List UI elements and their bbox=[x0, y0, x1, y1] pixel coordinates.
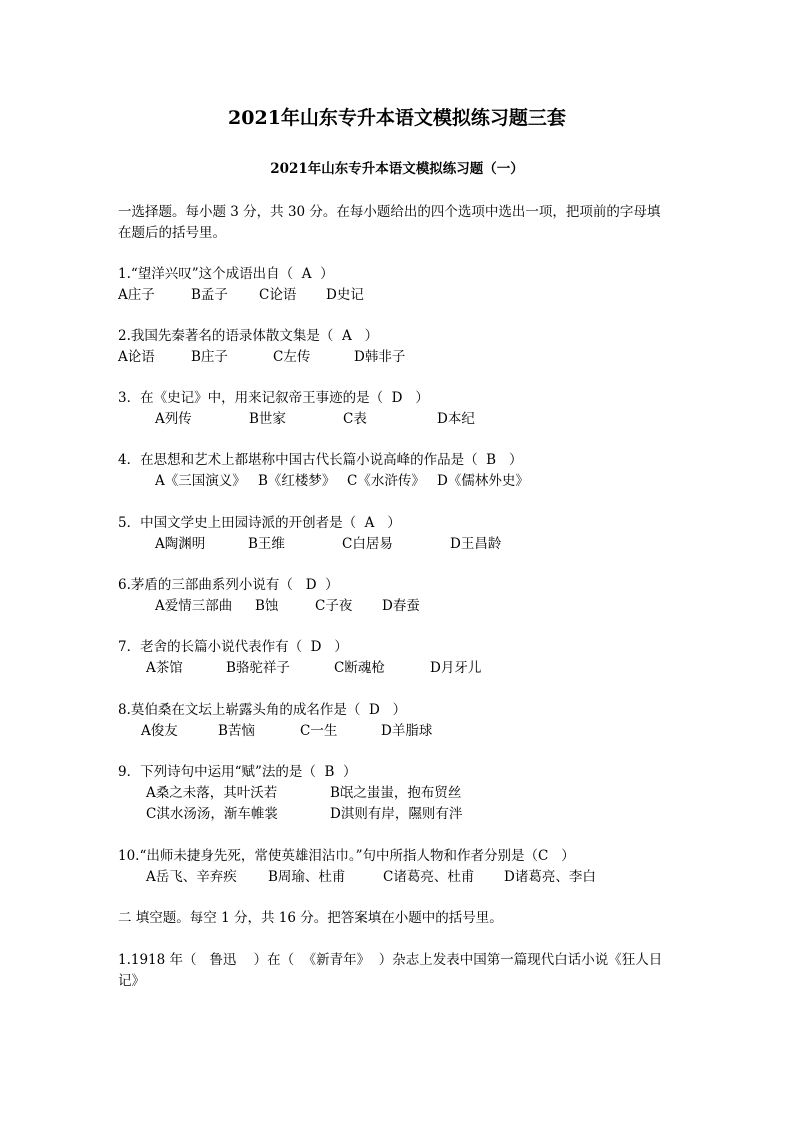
question-4: 4．在思想和艺术上都堪称中国古代长篇小说高峰的作品是（ B ） bbox=[118, 452, 523, 468]
option: C一生 bbox=[300, 723, 338, 739]
option: B孟子 bbox=[191, 287, 228, 303]
option: C表 bbox=[343, 411, 367, 427]
option: D王昌龄 bbox=[450, 536, 502, 552]
option: B王维 bbox=[248, 536, 285, 552]
option: A列传 bbox=[155, 411, 192, 427]
option: B氓之蚩蚩，抱布贸丝 bbox=[330, 785, 462, 801]
option: C淇水汤汤，渐车帷裳 bbox=[146, 806, 278, 822]
option: C左传 bbox=[273, 349, 311, 365]
question-5: 5．中国文学史上田园诗派的开创者是（ A ） bbox=[118, 515, 401, 531]
fill-question-1-line1: 1.1918 年（ 鲁迅 ）在（ 《新青年》 ）杂志上发表中国第一篇现代白话小说《狂人日 bbox=[118, 952, 663, 968]
option: D月牙儿 bbox=[430, 660, 482, 676]
option: C《水浒传》 bbox=[347, 473, 425, 489]
option: B骆驼祥子 bbox=[226, 660, 290, 676]
question-9: 9．下列诗句中运用“赋”法的是（ B ） bbox=[118, 764, 357, 780]
option: A俊友 bbox=[141, 723, 178, 739]
option: A茶馆 bbox=[146, 660, 183, 676]
section1-heading-line2: 在题后的括号里。 bbox=[118, 225, 226, 241]
option: B世家 bbox=[249, 411, 286, 427]
option: B苦恼 bbox=[218, 723, 255, 739]
option: A《三国演义》 bbox=[155, 473, 246, 489]
question-2: 2.我国先秦著名的语录体散文集是（ A ） bbox=[118, 328, 379, 344]
question-3: 3．在《史记》中，用来记叙帝王事迹的是（ D ） bbox=[118, 390, 429, 406]
question-6: 6.茅盾的三部曲系列小说有（ D ） bbox=[118, 577, 339, 593]
option: A爱情三部曲 bbox=[155, 598, 233, 614]
document-subtitle: 2021年山东专升本语文模拟练习题（一） bbox=[270, 161, 524, 177]
option: C诸葛亮、杜甫 bbox=[383, 869, 475, 885]
fill-question-1-line2: 记》 bbox=[118, 973, 145, 989]
question-8: 8.莫伯桑在文坛上崭露头角的成名作是（ D ） bbox=[118, 702, 407, 718]
option: A桑之未落，其叶沃若 bbox=[146, 785, 278, 801]
option: A岳飞、辛弃疾 bbox=[146, 869, 237, 885]
option: D《儒林外史》 bbox=[437, 473, 529, 489]
section1-heading-line1: 一选择题。每小题 3 分，共 30 分。在每小题给出的四个选项中选出一项，把项前的字母填 bbox=[118, 204, 661, 220]
option: D淇则有岸，隰则有泮 bbox=[330, 806, 463, 822]
document-title: 2021年山东专升本语文模拟练习题三套 bbox=[228, 107, 566, 129]
option: D羊脂球 bbox=[381, 723, 433, 739]
option: A论语 bbox=[118, 349, 155, 365]
option: D本纪 bbox=[437, 411, 475, 427]
option: A陶渊明 bbox=[155, 536, 206, 552]
option: D春蚕 bbox=[382, 598, 420, 614]
option: C论语 bbox=[259, 287, 297, 303]
option: D诸葛亮、李白 bbox=[504, 869, 596, 885]
option: B蚀 bbox=[255, 598, 279, 614]
option: A庄子 bbox=[118, 287, 155, 303]
option: C断魂枪 bbox=[334, 660, 385, 676]
option: C子夜 bbox=[315, 598, 353, 614]
option: C白居易 bbox=[342, 536, 393, 552]
question-1: 1.“望洋兴叹”这个成语出自（ A ） bbox=[118, 266, 334, 282]
option: B《红楼梦》 bbox=[258, 473, 336, 489]
question-10: 10.“出师未捷身先死，常使英雄泪沾巾。”句中所指人物和作者分别是（C ） bbox=[118, 848, 575, 864]
section2-heading: 二 填空题。每空 1 分，共 16 分。把答案填在小题中的括号里。 bbox=[118, 910, 503, 926]
option: B庄子 bbox=[191, 349, 228, 365]
option: D史记 bbox=[326, 287, 364, 303]
question-7: 7．老舍的长篇小说代表作有（ D ） bbox=[118, 639, 348, 655]
option: D韩非子 bbox=[354, 349, 406, 365]
option: B周瑜、杜甫 bbox=[268, 869, 346, 885]
